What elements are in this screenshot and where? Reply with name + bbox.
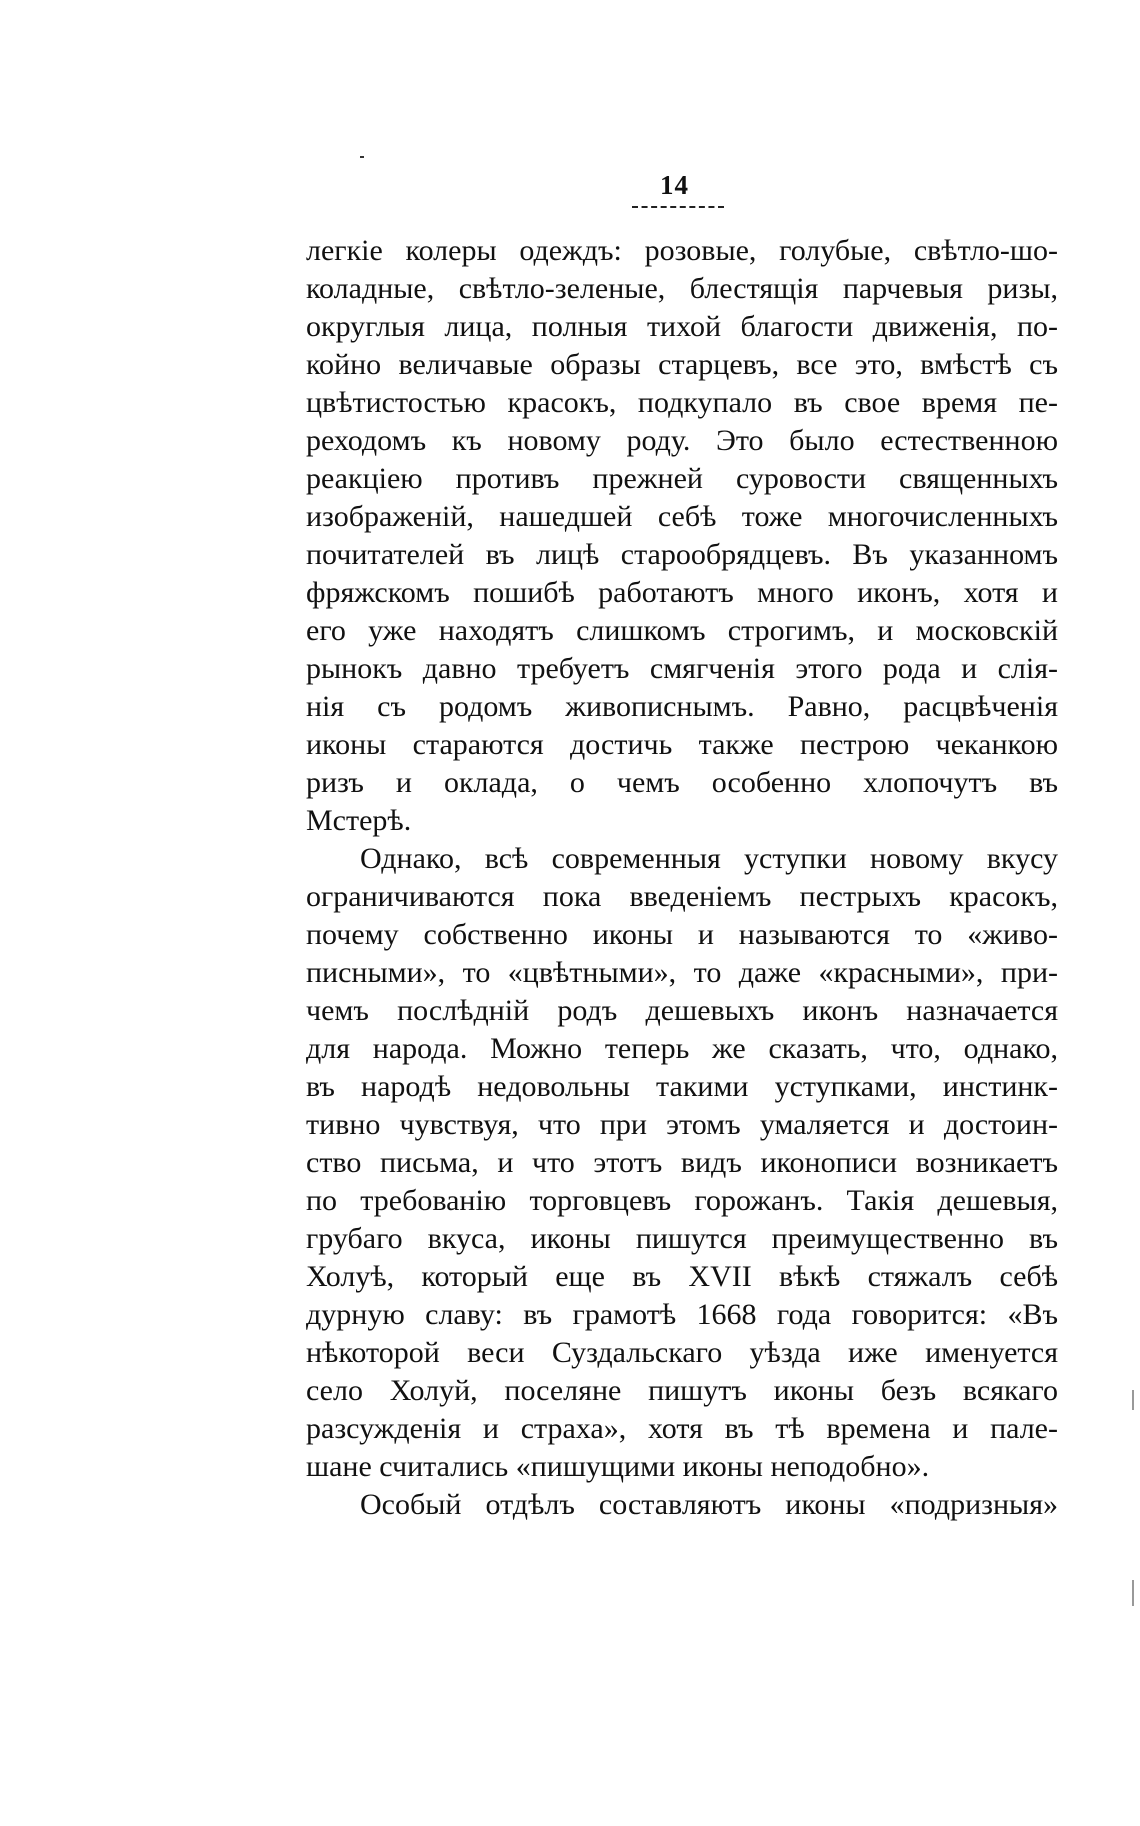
scan-edge-mark bbox=[1132, 1390, 1134, 1410]
text-line: шане считались «пишущими иконы неподобно». bbox=[306, 1450, 930, 1483]
text-line: рынокъ давно требуетъ смягченія этого рода и слія- bbox=[306, 652, 1058, 685]
text-line: нія съ родомъ живописнымъ. Равно, расцвѣченія bbox=[306, 690, 1058, 723]
text-line: грубаго вкуса, иконы пишутся преимущественно въ bbox=[306, 1222, 1058, 1255]
text-line: почитателей въ лицѣ старообрядцевъ. Въ указанномъ bbox=[306, 538, 1058, 571]
text-line: писными», то «цвѣтными», то даже «красными», при- bbox=[306, 956, 1058, 989]
text-line: почему собственно иконы и называются то «живо- bbox=[306, 918, 1058, 951]
text-line: фряжскомъ пошибѣ работаютъ много иконъ, хотя и bbox=[306, 576, 1058, 609]
text-line: для народа. Можно теперь же сказать, что, однако, bbox=[306, 1032, 1058, 1065]
text-line: по требованію торговцевъ горожанъ. Такія дешевыя, bbox=[306, 1184, 1058, 1217]
header-rule bbox=[632, 206, 724, 208]
text-line: Холуѣ, который еще въ XVII вѣкѣ стяжалъ себѣ bbox=[306, 1260, 1058, 1293]
text-line: Мстерѣ. bbox=[306, 804, 412, 837]
text-line: легкіе колеры одеждъ: розовые, голубые, свѣтло-шо- bbox=[306, 234, 1058, 267]
text-line: чемъ послѣдній родъ дешевыхъ иконъ назначается bbox=[306, 994, 1058, 1027]
text-line: нѣкоторой веси Суздальскаго уѣзда иже именуется bbox=[306, 1336, 1058, 1369]
text-line: цвѣтистостью красокъ, подкупало въ свое время пе- bbox=[306, 386, 1058, 419]
text-line: дурную славу: въ грамотѣ 1668 года говорится: «Въ bbox=[306, 1298, 1058, 1331]
text-line: тивно чувствуя, что при этомъ умаляется и достоин- bbox=[306, 1108, 1058, 1141]
text-line: ограничиваются пока введеніемъ пестрыхъ красокъ, bbox=[306, 880, 1058, 913]
page-number: 14 bbox=[660, 170, 689, 200]
text-line: коладные, свѣтло-зеленые, блестящія парчевыя ризы, bbox=[306, 272, 1058, 305]
text-line: иконы стараются достичь также пестрою чеканкою bbox=[306, 728, 1058, 761]
text-line: койно величавые образы старцевъ, все это, вмѣстѣ съ bbox=[306, 348, 1058, 381]
text-line: Однако, всѣ современныя уступки новому вкусу bbox=[360, 842, 1058, 875]
text-line: разсужденія и страха», хотя въ тѣ времена и пале- bbox=[306, 1412, 1058, 1445]
text-line: въ народѣ недовольны такими уступками, инстинк- bbox=[306, 1070, 1058, 1103]
text-line: изображеній, нашедшей себѣ тоже многочисленныхъ bbox=[306, 500, 1058, 533]
text-line: ство письма, и что этотъ видъ иконописи возникаетъ bbox=[306, 1146, 1058, 1179]
text-line: реакціею противъ прежней суровости священныхъ bbox=[306, 462, 1058, 495]
text-line: Особый отдѣлъ составляютъ иконы «подризныя» bbox=[360, 1488, 1058, 1521]
text-line: его уже находятъ слишкомъ строгимъ, и московскій bbox=[306, 614, 1058, 647]
body-text bbox=[306, 232, 1058, 1524]
text-line: реходомъ къ новому роду. Это было естественною bbox=[306, 424, 1058, 457]
text-line: округлыя лица, полныя тихой благости движенія, по- bbox=[306, 310, 1058, 343]
text-line: ризъ и оклада, о чемъ особенно хлопочутъ въ bbox=[306, 766, 1058, 799]
scan-edge-mark bbox=[1132, 1580, 1134, 1606]
scan-speck bbox=[360, 156, 364, 158]
text-line: село Холуй, поселяне пишутъ иконы безъ всякаго bbox=[306, 1374, 1058, 1407]
